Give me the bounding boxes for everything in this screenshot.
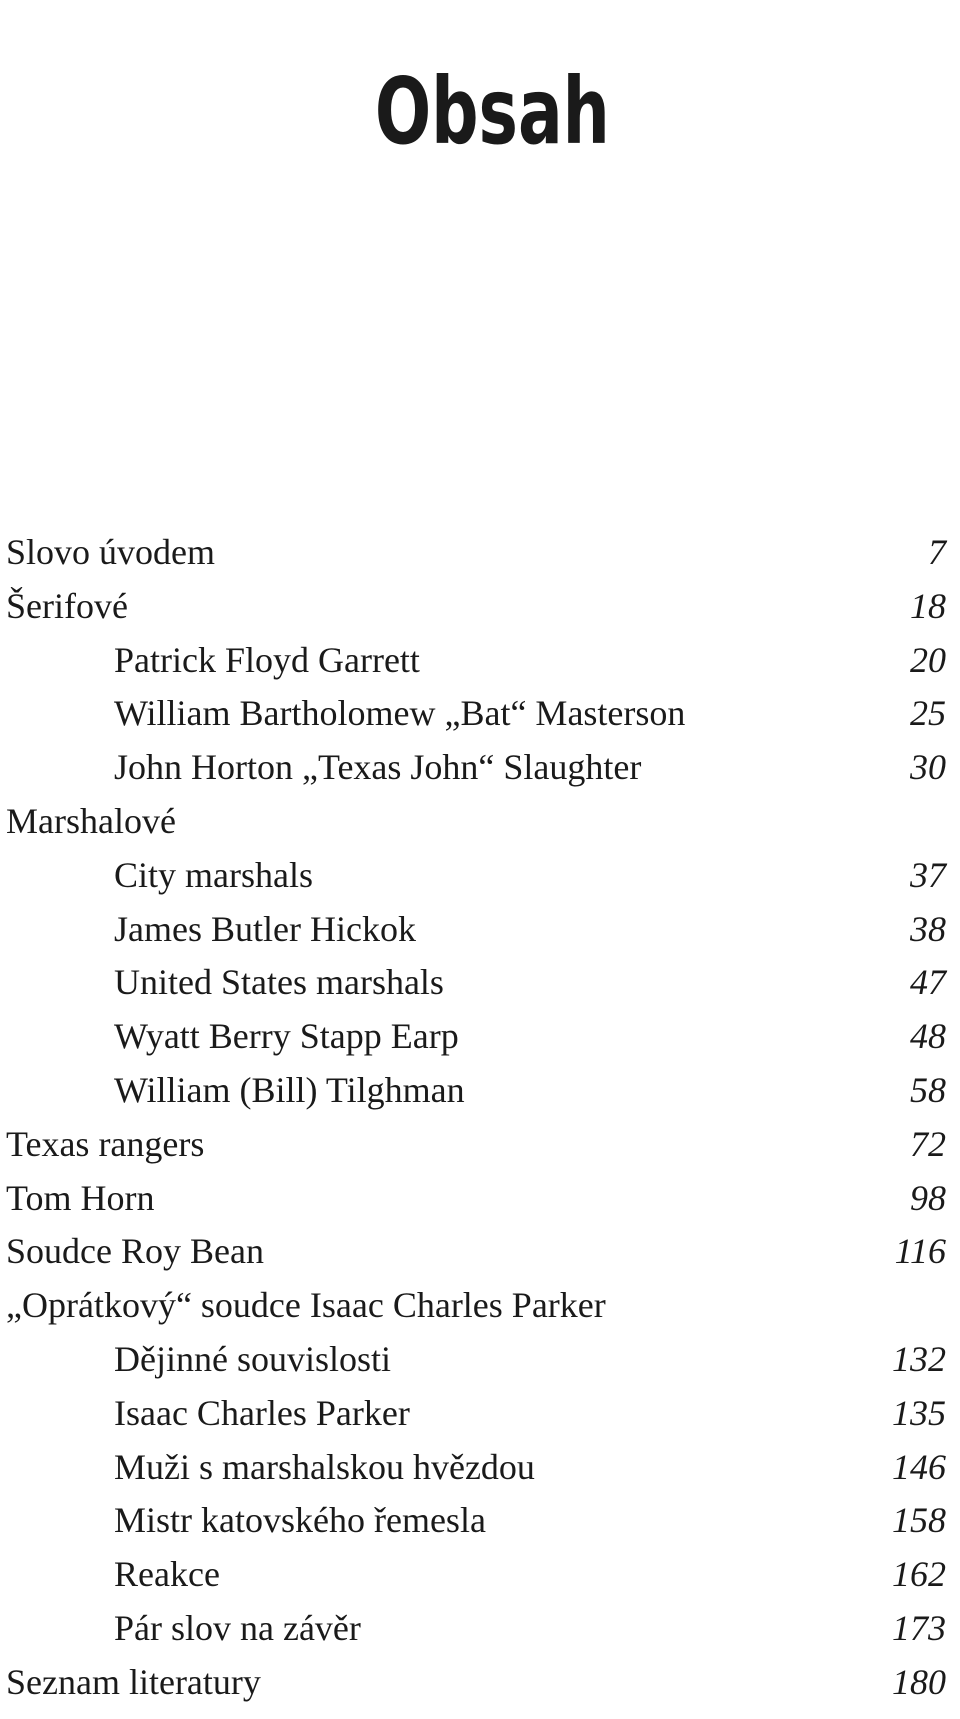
toc-entry-label: Dějinné souvislosti: [114, 1338, 391, 1379]
toc-entry-label: Seznam literatury: [6, 1661, 261, 1702]
toc-entry-page: 116: [894, 1231, 946, 1272]
toc-entry-label: Tom Horn: [6, 1177, 155, 1218]
toc-entry-label: William Bartholomew „Bat“ Masterson: [114, 693, 686, 734]
toc-entry: [6, 1494, 946, 1548]
toc-entry-page: 38: [910, 908, 946, 949]
toc-entry: [6, 903, 946, 957]
toc-entry-label: Patrick Floyd Garrett: [114, 639, 420, 680]
toc-entry-label: Reakce: [114, 1554, 220, 1595]
toc-entry-page: 7: [928, 532, 946, 572]
toc-entry: [6, 1333, 946, 1387]
toc-entry-page: 173: [892, 1607, 946, 1648]
toc-entry: [6, 1602, 946, 1656]
toc-entry: [6, 1548, 946, 1602]
toc-entry-label: Slovo úvodem: [6, 532, 216, 572]
toc-entry: [6, 526, 946, 580]
toc-entry: [6, 1010, 946, 1064]
toc-entry: [6, 849, 946, 903]
toc-entry-label: William (Bill) Tilghman: [114, 1069, 465, 1110]
toc-entry-label: John Horton „Texas John“ Slaughter: [114, 747, 642, 788]
toc-entry: [6, 1441, 946, 1495]
toc-entry-label: Muži s marshalskou hvězdou: [114, 1446, 535, 1487]
toc-entry-page: 146: [892, 1446, 946, 1487]
toc-entry-page: 180: [892, 1661, 946, 1702]
toc-entry-page: 58: [910, 1069, 946, 1110]
toc-entry-label: Mistr katovského řemesla: [114, 1500, 486, 1541]
toc-entry: [6, 1656, 946, 1710]
toc-entry: [6, 687, 946, 741]
toc-entry: [6, 1064, 946, 1118]
toc-entry-label: James Butler Hickok: [114, 908, 416, 949]
toc-entry-page: 18: [910, 585, 946, 626]
toc-entry-page: 20: [910, 639, 946, 680]
toc-entry-page: 30: [910, 747, 946, 788]
toc-entry: [6, 741, 946, 795]
toc-entry: [6, 634, 946, 688]
toc-entry-page: 25: [910, 693, 946, 734]
toc-entry-label: Isaac Charles Parker: [114, 1392, 410, 1433]
toc-entry-page: 162: [892, 1554, 946, 1595]
toc-entry-page: 158: [892, 1500, 946, 1541]
toc-entry-label: Pár slov na závěr: [114, 1607, 361, 1648]
toc-entry-page: 47: [910, 962, 946, 1003]
toc-entry-label: Texas rangers: [6, 1123, 205, 1164]
toc-entry-label: United States marshals: [114, 962, 444, 1003]
toc-entry-label: Šerifové: [6, 585, 128, 626]
toc-entry: [6, 795, 946, 849]
toc-entry-label: Wyatt Berry Stapp Earp: [114, 1016, 459, 1057]
toc-entry: [6, 580, 946, 634]
toc-entry-label: City marshals: [114, 854, 313, 895]
toc-entry: [6, 1118, 946, 1172]
toc-entry-page: 135: [892, 1392, 946, 1433]
toc-entry-label: Soudce Roy Bean: [6, 1231, 264, 1272]
toc-entry-page: 48: [910, 1016, 946, 1057]
toc-entry: [6, 1387, 946, 1441]
toc-entry: [6, 1172, 946, 1226]
toc-entry-page: 98: [910, 1177, 946, 1218]
toc-entry: [6, 956, 946, 1010]
table-of-contents: [6, 526, 946, 1710]
toc-entry: [6, 1225, 946, 1279]
toc-entry-label: „Oprátkový“ soudce Isaac Charles Parker: [6, 1285, 606, 1326]
toc-entry-page: 72: [910, 1123, 946, 1164]
toc-entry-page: 37: [910, 854, 946, 895]
toc-entry-page: 132: [892, 1338, 946, 1379]
toc-entry-label: Marshalové: [6, 800, 176, 841]
page-title: Obsah: [374, 57, 610, 165]
toc-entry: [6, 1279, 946, 1333]
